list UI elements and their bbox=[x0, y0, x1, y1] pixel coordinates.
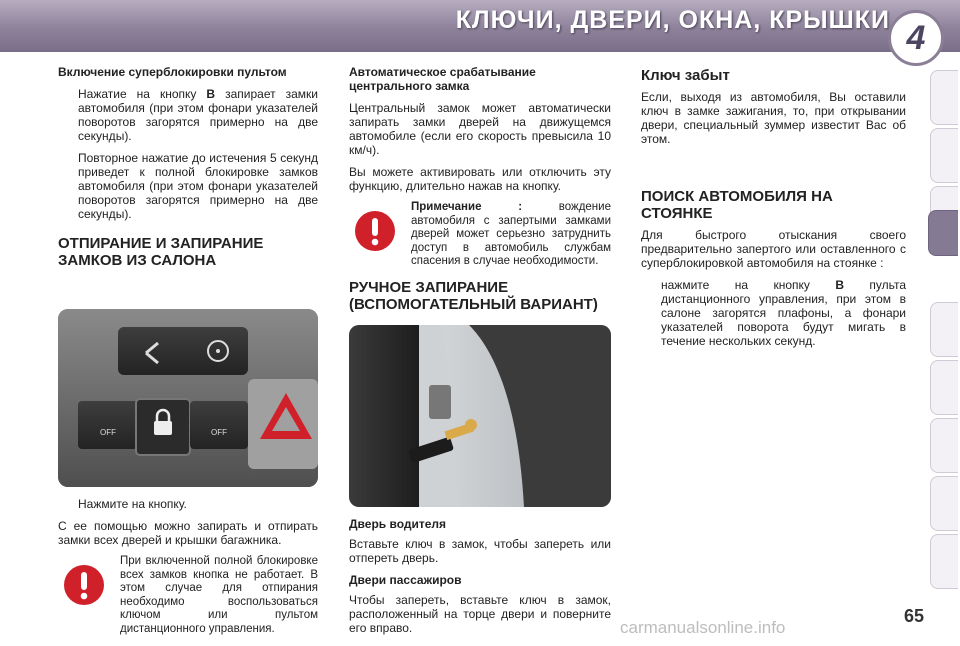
section-heading: Ключ забыт bbox=[641, 67, 730, 84]
bullet-icon bbox=[58, 151, 78, 221]
section-heading: ПОИСК АВТОМОБИЛЯ НА СТОЯНКЕ bbox=[641, 188, 833, 222]
bullet-item bbox=[641, 278, 906, 348]
bullet-icon bbox=[641, 278, 661, 348]
note-label: Примечание : bbox=[411, 201, 523, 213]
paragraph: Чтобы запереть, вставьте ключ в замок, расположенный на торце двери и поверните его вправо. bbox=[349, 592, 611, 635]
section-heading: Двери пассажиров bbox=[349, 572, 462, 587]
chapter-tab[interactable] bbox=[930, 302, 958, 357]
bullet-text: нажмите на кнопку bbox=[661, 278, 836, 292]
column-middle bbox=[349, 65, 611, 643]
section-heading: ОТПИРАНИЕ И ЗАПИРАНИЕ ЗАМКОВ ИЗ САЛОНА bbox=[58, 235, 264, 269]
bullet-text: запирает замки автомобиля (при этом фонари указателей поворотов загорятся примерно на две секунды). bbox=[78, 87, 318, 143]
warning-exclamation-icon bbox=[353, 209, 397, 253]
bullet-text: пульта дистанционного управления, при этом в салоне загорятся плафоны, а фонари указателей поворота будут мигать в течение нескольких секунд. bbox=[661, 278, 906, 348]
section-heading: РУЧНОЕ ЗАПИРАНИЕ (ВСПОМОГАТЕЛЬНЫЙ ВАРИАНТ) bbox=[349, 278, 598, 313]
bullet-text: Нажатие на кнопку bbox=[78, 87, 207, 101]
chapter-tab[interactable] bbox=[930, 70, 958, 125]
column-right bbox=[641, 65, 906, 356]
key-label: B bbox=[835, 278, 844, 292]
column-left bbox=[58, 65, 318, 646]
paragraph: С ее помощью можно запирать и отпирать замки всех дверей и крышки багажника. bbox=[58, 519, 318, 547]
paragraph: Для быстрого отыскания своего предварительно запертого или оставленного с суперблокировкой автомобиля на стоянке : bbox=[641, 228, 906, 270]
paragraph: Центральный замок может автоматически запирать замки дверей на движущемся автомобиле (если его скорость превысила 10 км/ч). bbox=[349, 101, 611, 157]
paragraph: Вы можете активировать или отключить эту функцию, длительно нажав на кнопку. bbox=[349, 165, 611, 193]
bullet-icon bbox=[58, 497, 78, 511]
console-buttons-illustration bbox=[58, 309, 318, 487]
door-lock-photo bbox=[349, 325, 611, 507]
off-label: OFF bbox=[100, 428, 116, 437]
paragraph: Если, выходя из автомобиля, Вы оставили ключ в замке зажигания, то, при открывании двери, специальный зуммер известит Вас об этом. bbox=[641, 90, 906, 146]
paragraph: Вставьте ключ в замок, чтобы запереть или отпереть дверь. bbox=[349, 536, 611, 565]
warning-exclamation-icon bbox=[62, 563, 106, 607]
header-banner bbox=[0, 0, 960, 52]
watermark: carmanualsonline.info bbox=[620, 618, 786, 637]
section-heading: Автоматическое срабатывание центрального замка bbox=[349, 65, 536, 93]
warning-note bbox=[349, 201, 611, 269]
bullet-item bbox=[58, 87, 318, 143]
section-heading: Дверь водителя bbox=[349, 516, 447, 531]
bullet-text: Повторное нажатие до истечения 5 секунд приведет к полной блокировке замков автомобиля (при этом фонари указателей поворотов загорятся примерно на две секунды). bbox=[78, 151, 318, 221]
bullet-icon bbox=[58, 87, 78, 143]
note-text: При включенной полной блокировке всех замков кнопка не работает. В этом случае для отпирания необходимо воспользоваться ключом или пультом дистанционного управления. bbox=[120, 555, 318, 635]
note-text: вождение автомобиля с запертыми замками дверей может серьезно затруднить доступ в автомобиль службам спасения в случае необходимости. bbox=[411, 201, 611, 267]
chapter-tabs bbox=[928, 70, 960, 590]
bullet-text: Нажмите на кнопку. bbox=[78, 497, 187, 511]
warning-note bbox=[58, 555, 318, 636]
key-label: B bbox=[206, 87, 216, 101]
section-heading: Включение суперблокировки пультом bbox=[58, 65, 287, 79]
chapter-tab[interactable] bbox=[930, 128, 958, 183]
chapter-number: 4 bbox=[906, 18, 926, 57]
chapter-tab[interactable] bbox=[930, 360, 958, 415]
off-label: OFF bbox=[211, 428, 227, 437]
console-buttons-photo bbox=[58, 309, 318, 487]
chapter-tab[interactable] bbox=[930, 476, 958, 531]
door-key-illustration bbox=[349, 325, 611, 507]
bullet-item bbox=[58, 497, 318, 511]
page-title: КЛЮЧИ, ДВЕРИ, ОКНА, КРЫШКИ bbox=[455, 6, 890, 34]
chapter-tab[interactable] bbox=[930, 418, 958, 473]
chapter-tab[interactable] bbox=[930, 534, 958, 589]
chapter-badge bbox=[888, 10, 944, 66]
bullet-item bbox=[58, 151, 318, 221]
page-number: 65 bbox=[904, 606, 925, 626]
chapter-tab-active[interactable] bbox=[928, 210, 958, 256]
